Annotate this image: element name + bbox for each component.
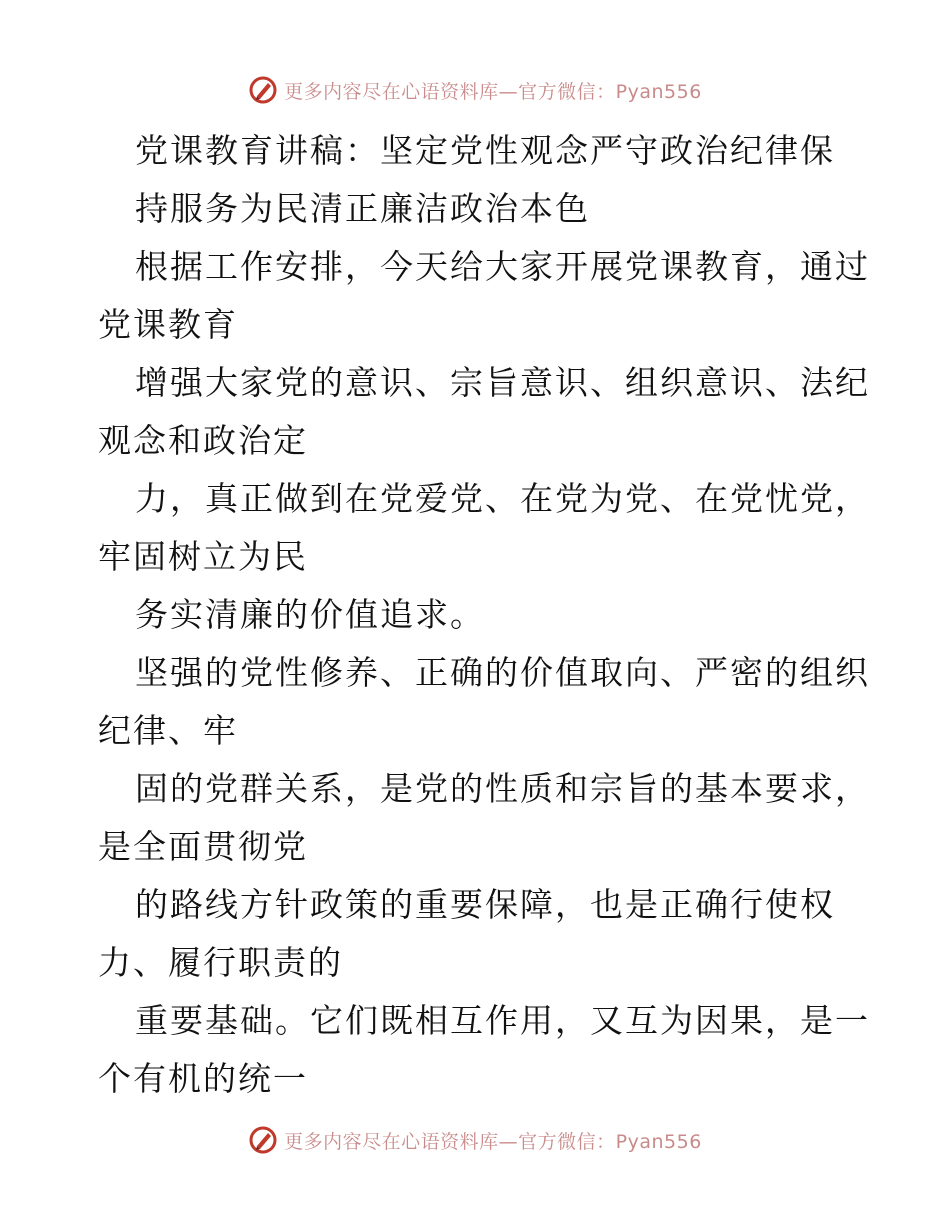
text-line: 牢固树立为民 — [98, 537, 308, 576]
watermark-text: 更多内容尽在心语资料库—官方微信：Pyan556 — [284, 80, 702, 103]
text-line: 增强大家党的意识、宗旨意识、组织意识、法纪 — [135, 363, 870, 402]
text-line: 力，真正做到在党爱党、在党为党、在党忧党， — [135, 479, 870, 518]
text-line: 持服务为民清正廉洁政治本色 — [135, 189, 590, 228]
text-line: 坚强的党性修养、正确的价值取向、严密的组织 — [135, 653, 870, 692]
text-line: 力、履行职责的 — [98, 943, 343, 982]
watermark-text: 更多内容尽在心语资料库—官方微信：Pyan556 — [284, 1130, 702, 1153]
text-line: 观念和政治定 — [98, 421, 308, 460]
text-line: 纪律、牢 — [98, 711, 238, 750]
text-line: 重要基础。它们既相互作用，又互为因果，是一 — [135, 1001, 870, 1040]
text-line: 党课教育讲稿：坚定党性观念严守政治纪律保 — [135, 131, 835, 170]
footer-watermark — [0, 1120, 950, 1160]
pen-logo-icon — [248, 75, 278, 105]
text-line: 党课教育 — [98, 305, 238, 344]
text-line: 的路线方针政策的重要保障，也是正确行使权 — [135, 885, 835, 924]
pen-logo-icon — [248, 1125, 278, 1155]
text-line: 根据工作安排，今天给大家开展党课教育，通过 — [135, 247, 870, 286]
text-line: 固的党群关系，是党的性质和宗旨的基本要求， — [135, 769, 870, 808]
text-line: 务实清廉的价值追求。 — [135, 595, 485, 634]
text-line: 是全面贯彻党 — [98, 827, 308, 866]
header-watermark — [0, 70, 950, 110]
text-line: 个有机的统一 — [98, 1059, 308, 1098]
document-body — [98, 122, 870, 1108]
